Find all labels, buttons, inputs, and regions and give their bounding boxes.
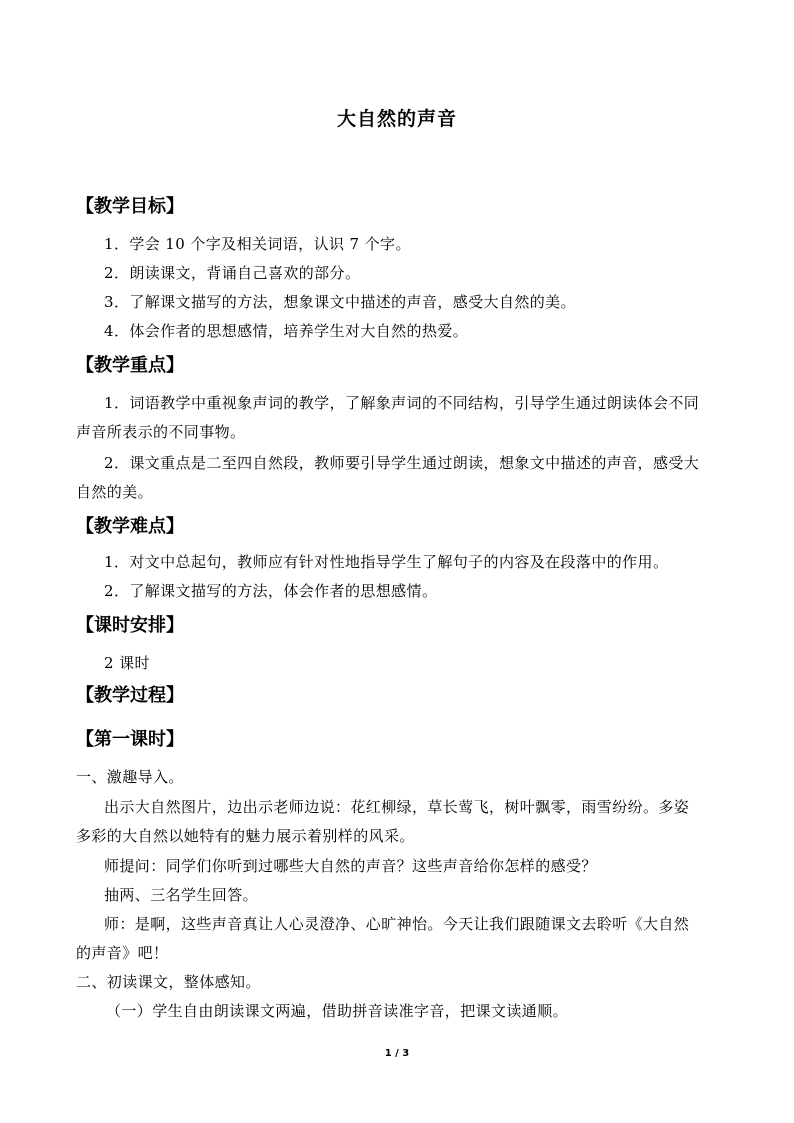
- lesson-line: 师提问：同学们你听到过哪些大自然的声音？这些声音给你怎样的感受？: [104, 857, 597, 875]
- key-point-line: 1．词语教学中重视象声词的教学，了解象声词的不同结构，引导学生通过朗读体会不同: [104, 394, 700, 412]
- schedule-heading: 【课时安排】: [76, 615, 184, 636]
- key-point-line: 声音所表示的不同事物。: [76, 423, 246, 441]
- key-point-line: 自然的美。: [76, 483, 154, 501]
- lesson-line: 一、激趣导入。: [76, 768, 184, 786]
- lesson-line: 的声音》吧！: [76, 944, 169, 962]
- lesson-line: 抽两、三名学生回答。: [104, 886, 259, 904]
- objective-item: 3．了解课文描写的方法，想象课文中描述的声音，感受大自然的美。: [104, 293, 576, 311]
- lesson-line: 二、初读课文，整体感知。: [76, 973, 261, 991]
- lesson-line: 多彩的大自然以她特有的魅力展示着别样的风采。: [76, 827, 415, 845]
- lesson-line: 师：是啊，这些声音真让人心灵澄净、心旷神怡。今天让我们跟随课文去聆听《大自然: [104, 915, 690, 933]
- first-lesson-heading: 【第一课时】: [76, 729, 184, 750]
- document-title: 大自然的声音: [336, 108, 457, 130]
- lesson-line: 出示大自然图片，边出示老师边说：花红柳绿，草长莺飞，树叶飘零，雨雪纷纷。多姿: [104, 798, 690, 816]
- objective-item: 4．体会作者的思想感情，培养学生对大自然的热爱。: [104, 322, 469, 340]
- key-point-line: 2．课文重点是二至四自然段，教师要引导学生通过朗读，想象文中描述的声音，感受大: [104, 454, 700, 472]
- process-heading: 【教学过程】: [76, 685, 184, 706]
- key-points-heading: 【教学重点】: [76, 355, 184, 376]
- objectives-heading: 【教学目标】: [76, 196, 184, 217]
- difficulty-item: 1．对文中总起句，教师应有针对性地指导学生了解句子的内容及在段落中的作用。: [104, 553, 669, 571]
- objective-item: 2．朗读课文，背诵自己喜欢的部分。: [104, 264, 361, 282]
- lesson-line: （一）学生自由朗读课文两遍，借助拼音读准字音，把课文读通顺。: [106, 1002, 569, 1020]
- objective-item: 1．学会 10 个字及相关词语，认识 7 个字。: [104, 235, 411, 253]
- difficulty-item: 2．了解课文描写的方法，体会作者的思想感情。: [104, 582, 438, 600]
- schedule-text: 2 课时: [104, 654, 150, 672]
- page-indicator: 1 / 3: [384, 1048, 410, 1059]
- difficulties-heading: 【教学难点】: [76, 516, 184, 537]
